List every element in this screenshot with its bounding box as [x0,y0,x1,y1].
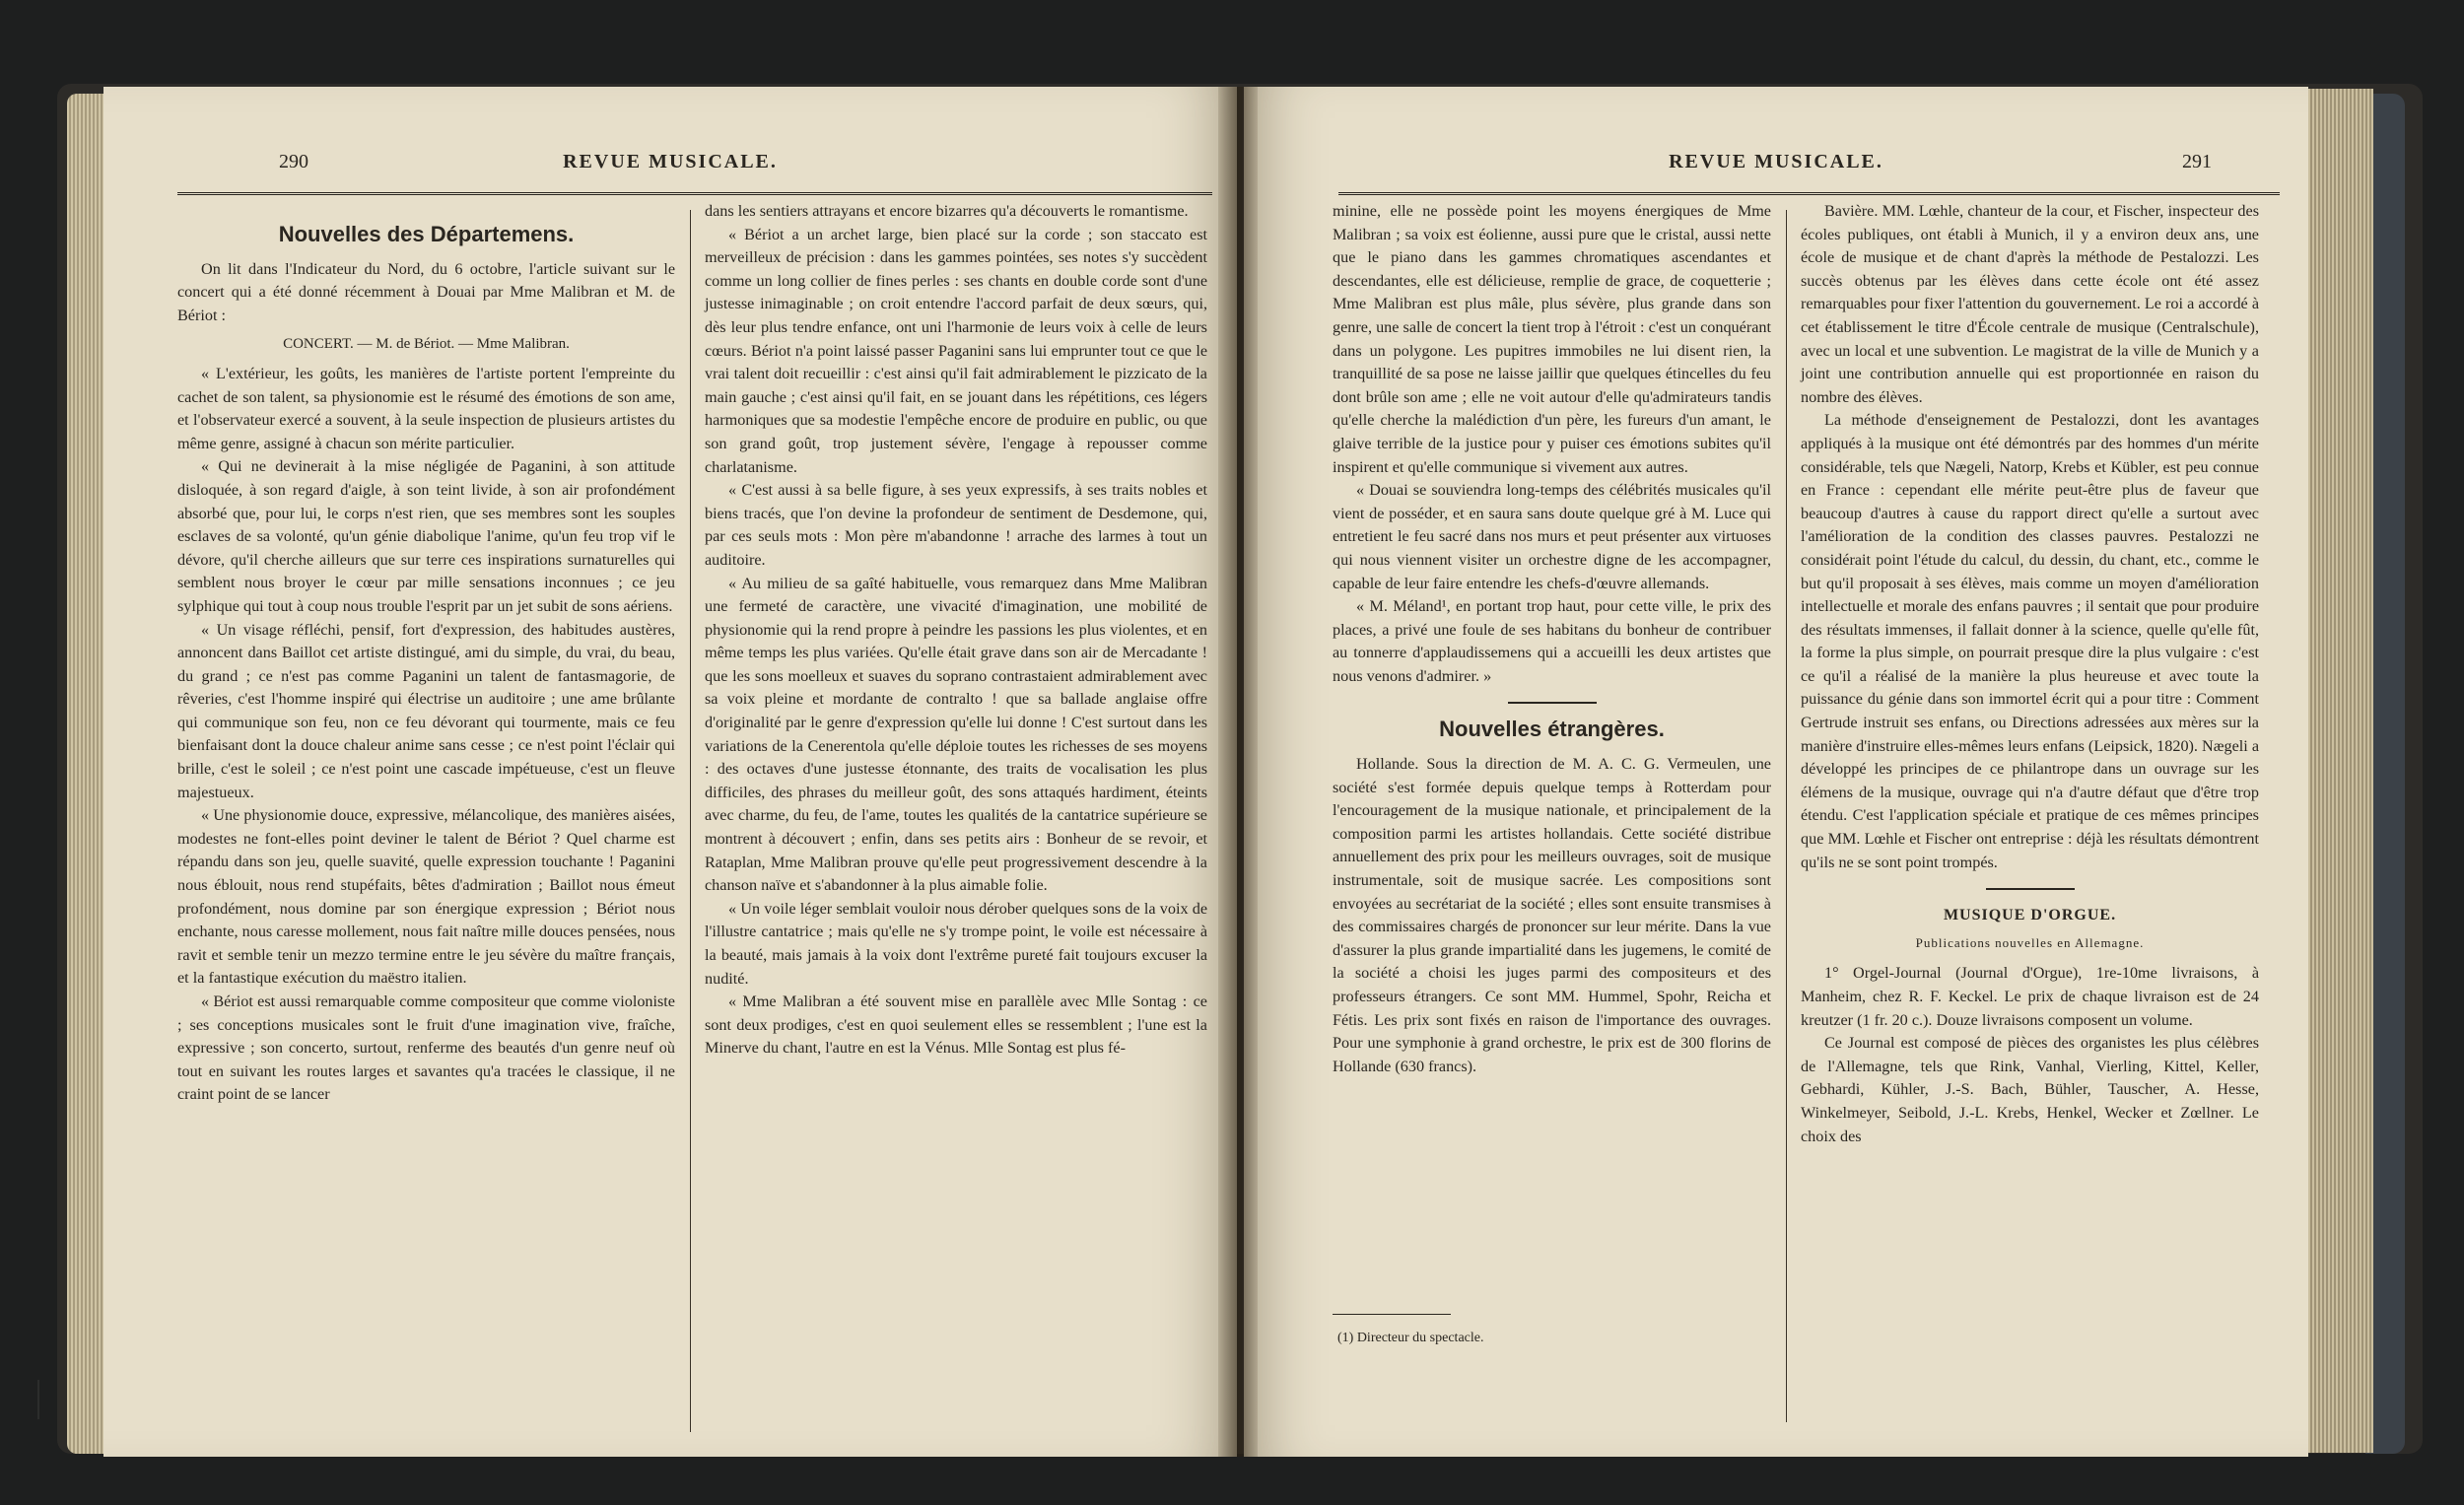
column-divider [690,210,691,1432]
left-page [103,87,1237,1457]
paragraph: Ce Journal est composé de pièces des organistes les plus célèbres de l'Allemagne, tels que Rink, Vanhal, Vierling, Kittel, Keller, Gebhardi, Kühler, J.-S. Bach, Bühler, Tauscher, A. Hesse, Winkelmeyer, Seibold, J.-L. Krebs, Henkel, Wecker et Zœllner. Le choix des [1801,1034,2259,1145]
paragraph: « Bériot a un archet large, bien placé sur la corde ; son staccato est merveilleux de précision : dans les gammes pointées, ses notes s'y succèdent comme un long collier de fines perles : ses chants en double corde sont d'une justesse inimaginable ; on croit entendre l'accord parfait de deux sœurs, qui, dès leur plus tendre enfance, ont uni l'harmonie de leurs voix à celle de leurs cœurs. Bériot n'a point laissé passer Paganini sans lui emprunter tout ce que le vrai talent doit recueillir : c'est ainsi qu'il fait admirablement le pizzicato de la main gauche ; c'est ainsi qu'il fait, en se jouant dans les répétitions, ces légers harmoniques que sa modestie l'empêche encore de produire en public, ou que son grand goût, trop justement sévère, l'engage à repousser comme charlatanisme. [705,225,1207,476]
paragraph: « Un visage réfléchi, pensif, fort d'expression, des habitudes austères, annoncent dans Baillot cet artiste distingué, ami du simple, du vrai, du beau, du grand ; ce n'est pas comme Paganini un talent de fantasmagorie, de rêveries, c'est l'homme inspiré qui électrise un auditoire ; une ame brûlante qui communique son feu, non ce feu dévorant qui tourmente, mais ce feu bienfaisant dont la douce chaleur anime sans cesse ; ce n'est point l'éclair qui brille, c'est le soleil ; ce n'est point une cascade impétueuse, c'est un fleuve majestueux. [177,620,675,801]
section-heading: Nouvelles étrangères. [1439,717,1665,742]
running-head: REVUE MUSICALE. [1669,151,1883,172]
concert-line: CONCERT. — M. de Bériot. — Mme Malibran. [283,336,570,353]
footnote-rule [1333,1314,1451,1315]
paragraph: « M. Méland¹, en portant trop haut, pour cette ville, le prix des places, a privé une foule de ses habitans du bonheur de contribuer au tonnerre d'applaudissemens qui a accueilli les deux artistes que nous venons d'admirer. » [1333,597,1771,685]
book-gutter [1218,87,1258,1457]
header-rule [1338,192,2280,195]
paragraph: « Une physionomie douce, expressive, mélancolique, des manières aisées, modestes ne font-elles point deviner le talent de Bériot ? Quel charme est répandu dans son jeu, quelle suavité, quelle expression touchante ! Paganini nous éblouit, nous rend stupéfaits, bêtes d'admiration ; Baillot nous émeut profondément, nous domine par son énergique expression ; Bériot nous enchante, nous caresse mollement, nous fait naître mille douces pensées, nous ravit et semble tenir un mezzo termine entre le jeu sévère du maître français, et la fantastique exécution du maëstro italien. [177,806,675,988]
paragraph: dans les sentiers attrayans et encore bizarres qu'a découverts le romantisme. [705,202,1189,220]
left-column-1 [177,213,675,1107]
paragraph: « Un voile léger semblait vouloir nous dérober quelques sons de la voix de l'illustre cantatrice ; mais qu'elle ne s'y trompe point, le voile est nécessaire à la beauté, mais jamais à la voix dont l'extrême pureté fait toujours excuser la nudité. [705,899,1207,988]
subheading: Publications nouvelles en Allemagne. [1915,934,2145,950]
intro-paragraph: On lit dans l'Indicateur du Nord, du 6 octobre, l'article suivant sur le concert qui a été donné récemment à Douai par Mme Malibran et M. de Bériot : [177,259,675,324]
header-rule [177,192,1212,195]
left-page-edges [67,94,106,1454]
paragraph: La méthode d'enseignement de Pestalozzi, dont les avantages appliqués à la musique ont été démontrés par des hommes d'un mérite considérable, tels que Nægeli, Natorp, Krebs et Kübler, est peu connue en France : cependant elle mérite peut-être plus de faveur que beaucoup d'autres à cause du rapport direct qu'elle a surtout avec l'amélioration de la condition des classes pauvres. Pestalozzi ne considérait point l'étude du calcul, du dessin, du chant, etc., comme le but qu'il proposait à ses élèves, mais comme un moyen d'amélioration intellectuelle et morale des enfans pauvres ; il sentait que pour produire des résultats immenses, il fallait donner à la science, quelle qu'elle fût, la forme la plus simple, on pourrait presque dire la plus vulgaire : c'est ce qu'il a réalisé de la manière la plus heureuse et avec toute la puissance du génie dans son immortel écrit qui a pour titre : Comment Gertrude instruit ses enfans, ou Directions adressées aux mères sur la manière d'instruire elles-mêmes leurs enfans (Leipsick, 1820). Nægeli a développé les principes de ce philantrope dans un ouvrage sur les élémens de la musique, ouvrage qui n'a d'autre défaut que d'être trop étendu. C'est l'application spéciale et pratique de ces mêmes principes que MM. Lœhle et Fischer ont entreprise : déjà les résultats démontrent qu'ils ne se sont point trompés. [1801,411,2260,871]
right-column-1 [1333,200,1771,1078]
paragraph: « Bériot est aussi remarquable comme compositeur que comme violoniste ; ses conceptions musicales sont le fruit d'une imagination vive, fraîche, expressive ; son concerto, surtout, renferme des beautés d'un genre neuf où tout en suivant les routes larges et savantes qu'a tracées le classique, il ne craint point de se lancer [177,992,675,1104]
right-column-2 [1801,200,2259,1148]
page-number: 290 [279,151,308,172]
paragraph: « Qui ne devinerait à la mise négligée de Paganini, à son attitude disloquée, à son regard d'aigle, à son teint livide, à son air profondément absorbé que, pour lui, le corps n'est rien, que ses membres sont les souples esclaves de sa volonté, qu'un génie diabolique l'anime, qu'un feu trop vif le dévore, qu'il cherche ailleurs que sur terre ces inspirations surnaturelles qui semblent nous broyer le cœur par mille sensations inconnues ; ce jeu sylphique qui tout à coup nous trouble l'esprit par un jet subit de sons aériens. [177,457,675,615]
section-heading: MUSIQUE D'ORGUE. [1943,907,2117,924]
section-heading: Nouvelles des Départemens. [278,222,575,246]
right-page [1244,87,2308,1457]
running-head: REVUE MUSICALE. [563,151,778,172]
section-separator [1986,888,2075,890]
paragraph: « C'est aussi à sa belle figure, à ses yeux expressifs, à ses traits nobles et biens tracés, que l'on devine la profondeur de sentiment de Desdemone, qui, par ces seuls mots : Mon père m'abandonne ! arrache des larmes à tout un auditoire. [705,481,1207,569]
page-number: 291 [2182,151,2212,172]
paragraph: 1° Orgel-Journal (Journal d'Orgue), 1re-10me livraisons, à Manheim, chez R. F. Keckel. Le prix de chaque livraison est de 24 kreutzer (1 fr. 20 c.). Douze livraisons composent un volume. [1801,964,2259,1029]
paragraph: minine, elle ne possède point les moyens énergiques de Mme Malibran ; sa voix est éolienne, aussi pure que le cristal, aussi nette que le piano dans les gammes chromatiques ascendantes et descendantes, elle est délicieuse, remplie de grace, de coquetterie ; Mme Malibran est plus mâle, plus sévère, plus grande dans son genre, une salle de concert la tient trop à l'étroit : c'est un conquérant dans un polygone. Les pupitres immobiles ne lui disent rien, la tranquillité de sa pose ne laisse jaillir que quelques étincelles du feu dont brûle son ame ; elle ne voit autour d'elle qu'admirateurs tandis qu'elle cherche la malédiction d'un père, les fureurs d'un amant, le glaive terrible de la justice pour y puiser ces émotions subites qu'il inspirent et qu'elle communique si vivement aux autres. [1333,202,1771,476]
hollande-paragraph: Hollande. Sous la direction de M. A. C. G. Vermeulen, une société s'est formée depuis quelque temps à Rotterdam pour l'encouragement de la musique nationale, et principalement de la composition parmi les artistes hollandais. Cette société distribue annuellement des prix pour les meilleurs ouvrages, soit de musique instrumentale, soit de musique sacrée. Les compositions sont envoyées au secrétariat de la société ; elles sont ensuite transmises à des commissaires chargés de prononcer sur leur mérite. Dans la vue d'assurer la plus grande impartialité dans les jugemens, le comité de la société a choisi les juges parmi des compositeurs et des professeurs étrangers. Ce sont MM. Hummel, Spohr, Reicha et Fétis. Les prix sont fixés en raison de l'importance des ouvrages. Pour une symphonie à grand orchestre, le prix est de 300 florins de Hollande (630 francs). [1333,755,1771,1075]
paragraph: « L'extérieur, les goûts, les manières de l'artiste portent l'empreinte du cachet de son talent, sa physionomie est le résumé des émotions de son ame, et l'observateur exercé a souvent, à la seule inspection de plusieurs artistes du même genre, assigné à chacun son mérite particulier. [177,364,675,452]
column-divider [1786,210,1787,1422]
paragraph: Bavière. MM. Lœhle, chanteur de la cour, et Fischer, inspecteur des écoles publiques, ont établi à Munich, il y a environ deux ans, une école de musique et de chant d'après la méthode de Pestalozzi. Les succès obtenus par les élèves dans cette école ont été assez remarquables pour fixer l'attention du gouvernement. Le roi a accordé à cet établissement le titre d'École centrale de musique (Centralschule), avec un local et une subvention. Le magistrat de la ville de Munich y a joint une contribution annuelle qui est proportionnée en raison du nombre des élèves. [1801,202,2259,406]
footnote: (1) Directeur du spectacle. [1337,1331,1484,1345]
paragraph: « Au milieu de sa gaîté habituelle, vous remarquez dans Mme Malibran une fermeté de caractère, une vivacité d'imagination, une mobilité de physionomie qui la rend propre à peindre les passions les plus violentes, et en même temps les plus variées. Qu'elle était grave dans son air de Mercadante ! que les sons moelleux et suaves du soprano contrastaient admirablement avec sa voix pleine et mordante de contralto ! que sa ballade anglaise offre d'originalité par le genre d'expression qu'elle lui donne ! C'est surtout dans les variations de la Cenerentola qu'elle déploie toutes les richesses de ses moyens : des octaves d'une justesse étonnante, des traits de vocalisation les plus difficiles, des phrases du meilleur goût, des sons attaqués hardiment, éteints avec charme, du feu, de l'ame, toutes les qualités de la cantatrice supérieure se montrent à découvert ; enfin, dans ses petits airs : Bonheur de se revoir, et Rataplan, Mme Malibran prouve qu'elle peut progressivement descendre à la chanson naïve et s'abandonner à la plus aimable folie. [705,574,1207,895]
paragraph: « Douai se souviendra long-temps des célébrités musicales qu'il vient de posséder, et en saura sans doute quelque gré à M. Luce qui entretient le feu sacré dans nos murs et peut présenter aux virtuoses qui nous viennent visiter un orchestre digne de les accompagner, capable de leur faire entendre les chefs-d'œuvre allemands. [1333,481,1771,592]
left-column-2 [705,200,1207,1060]
paragraph: « Mme Malibran a été souvent mise en parallèle avec Mlle Sontag : ce sont deux prodiges, c'est en quoi seulement elles se ressemblent ; l'une est la Minerve du chant, l'autre en est la Vénus. Mlle Sontag est plus fé- [705,992,1207,1058]
section-separator [1508,702,1597,704]
